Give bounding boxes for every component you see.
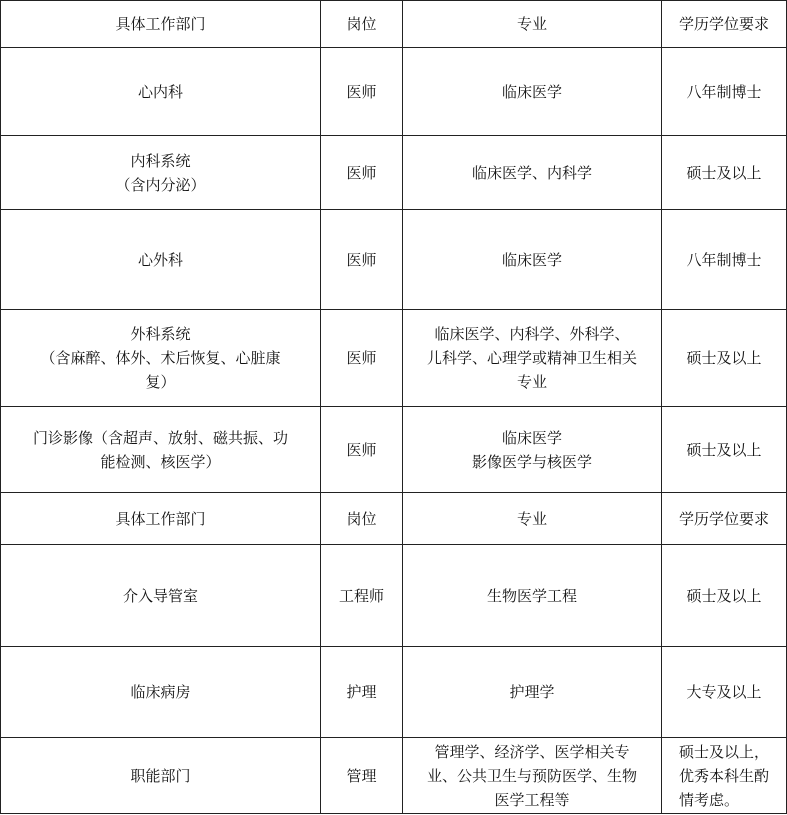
major-line: 临床医学 (501, 250, 562, 269)
dept-line: 心外科 (137, 250, 183, 269)
major-line: 生物医学工程 (486, 586, 577, 605)
header-post: 岗位 (321, 1, 403, 48)
major-line: 管理学、经济学、医学相关专 (434, 742, 630, 761)
header-edu: 学历学位要求 (662, 493, 787, 545)
cell-major (403, 407, 662, 493)
dept-line: （含麻醉、体外、术后恢复、心脏康 (40, 349, 281, 367)
cell-dept (1, 210, 321, 310)
header-dept: 具体工作部门 (1, 493, 321, 545)
major-line: 儿科学、心理学或精神卫生相关 (426, 349, 637, 367)
cell-post: 护理 (321, 647, 403, 738)
dept-line: 外科系统 (130, 325, 191, 343)
table-header-row (1, 1, 787, 48)
major-line: 影像医学与核医学 (471, 452, 592, 471)
cell-dept (1, 647, 321, 738)
table-row (1, 407, 787, 493)
edu-line: 情考虑。 (678, 790, 739, 809)
dept-line: 门诊影像（含超声、放射、磁共振、功 (32, 428, 288, 447)
edu-line: 硕士及以上， (678, 742, 769, 761)
edu-line: 大专及以上 (686, 683, 762, 701)
major-line: 临床医学、内科学、外科学、 (434, 325, 630, 343)
cell-edu (662, 210, 787, 310)
cell-edu (662, 407, 787, 493)
edu-line: 硕士及以上 (686, 440, 762, 459)
cell-major (403, 310, 662, 407)
edu-line: 硕士及以上 (686, 163, 762, 182)
cell-major (403, 647, 662, 738)
major-line: 业、公共卫生与预防医学、生物 (426, 766, 637, 785)
cell-dept (1, 136, 321, 210)
cell-major (403, 48, 662, 136)
cell-post: 医师 (321, 136, 403, 210)
cell-major (403, 545, 662, 647)
major-line: 临床医学 (501, 82, 562, 101)
cell-post: 工程师 (321, 545, 403, 647)
dept-line: 能检测、核医学） (100, 452, 221, 471)
table-header-row (1, 493, 787, 545)
cell-post: 医师 (321, 310, 403, 407)
table-row (1, 647, 787, 738)
cell-edu (662, 310, 787, 407)
cell-edu (662, 48, 787, 136)
table-row (1, 545, 787, 647)
table-row (1, 48, 787, 136)
dept-line: 心内科 (137, 82, 183, 101)
header-dept: 具体工作部门 (1, 1, 321, 48)
major-line: 护理学 (509, 683, 555, 701)
cell-edu (662, 136, 787, 210)
major-line: 临床医学、内科学 (471, 163, 592, 182)
major-line: 临床医学 (501, 428, 562, 447)
dept-line: 内科系统 (130, 151, 191, 170)
edu-block (679, 740, 769, 812)
dept-line: 介入导管室 (122, 586, 198, 605)
dept-line: 职能部门 (130, 766, 191, 785)
dept-line: 临床病房 (130, 683, 191, 701)
cell-post: 医师 (321, 210, 403, 310)
dept-line: 复） (145, 373, 176, 391)
cell-major (403, 738, 662, 814)
header-major: 专业 (403, 1, 662, 48)
edu-line: 硕士及以上 (686, 586, 762, 605)
cell-major (403, 210, 662, 310)
dept-line: （含内分泌） (115, 175, 206, 194)
cell-dept (1, 48, 321, 136)
cell-dept (1, 545, 321, 647)
cell-major (403, 136, 662, 210)
cell-dept (1, 310, 321, 407)
edu-line: 硕士及以上 (686, 349, 762, 367)
cell-post: 医师 (321, 48, 403, 136)
cell-post: 医师 (321, 407, 403, 493)
table-row (1, 136, 787, 210)
cell-dept (1, 407, 321, 493)
edu-line: 八年制博士 (686, 82, 762, 101)
header-major: 专业 (403, 493, 662, 545)
cell-dept (1, 738, 321, 814)
major-line: 专业 (516, 373, 547, 391)
cell-edu (662, 738, 787, 814)
header-edu: 学历学位要求 (662, 1, 787, 48)
table-row (1, 210, 787, 310)
table-row (1, 310, 787, 407)
cell-post: 管理 (321, 738, 403, 814)
table-row (1, 738, 787, 814)
header-post: 岗位 (321, 493, 403, 545)
cell-edu (662, 647, 787, 738)
major-line: 医学工程等 (494, 790, 570, 809)
edu-line: 优秀本科生酌 (678, 766, 769, 785)
cell-edu (662, 545, 787, 647)
edu-line: 八年制博士 (686, 250, 762, 269)
